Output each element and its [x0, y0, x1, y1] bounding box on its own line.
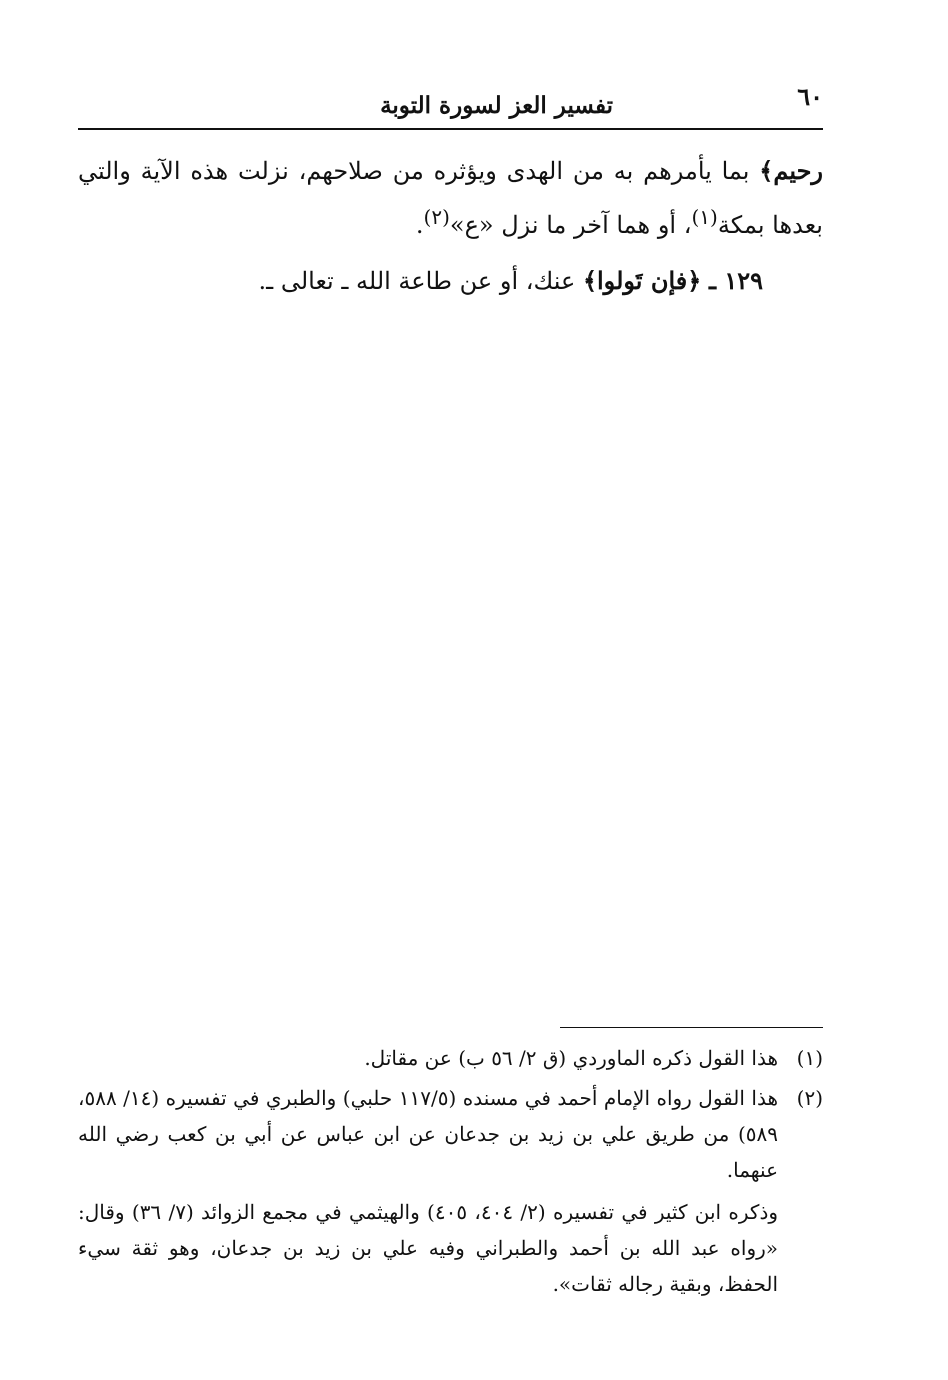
footnote-text: هذا القول رواه الإمام أحمد في مسنده (١١٧/٥ حلبي) والطبري في تفسيره (١٤/ ٥٨٨، ٥٨٩) من طريق علي بن زيد بن جدعان عن ابن عباس عن أبي بن كعب رضي الله عنهما.: [78, 1086, 778, 1182]
footnotes: [78, 1040, 823, 1302]
quran-word: رحيم﴾: [759, 156, 823, 185]
footnote-ref-2: (٢): [423, 205, 450, 229]
footnote-number: (١): [796, 1046, 823, 1070]
verse-commentary: عنك، أو عن طاعة الله ـ تعالى ـ.: [258, 267, 583, 295]
paragraph-1-end: .: [415, 211, 424, 239]
body-text: [78, 148, 823, 304]
footnote-1: [78, 1040, 823, 1076]
header-rule: [78, 128, 823, 130]
footnote-separator: [560, 1027, 823, 1028]
paragraph-1-text-2: ، أو هما آخر ما نزل «ع»: [449, 211, 692, 239]
paragraph-1-text: بما يأمرهم به من الهدى ويؤثره من صلاحهم، نزلت هذه الآية والتي بعدها بمكة: [78, 157, 823, 239]
footnote-text: هذا القول ذكره الماوردي (ق ٢/ ٥٦ ب) عن مقاتل.: [364, 1046, 778, 1070]
footnote-2: [78, 1080, 823, 1188]
verse-quote: ﴿فإن تَولوا﴾: [582, 266, 702, 295]
page-header: [78, 82, 823, 126]
verse-number: ١٢٩ ـ: [708, 266, 763, 295]
page-number: ٦٠: [797, 82, 823, 111]
verse-paragraph: [78, 258, 823, 304]
footnote-number: (٢): [796, 1086, 823, 1110]
running-title: تفسير العز لسورة التوبة: [380, 92, 613, 119]
footnote-ref-1: (١): [691, 205, 718, 229]
footnote-2-continuation: وذكره ابن كثير في تفسيره (٢/ ٤٠٤، ٤٠٥) والهيثمي في مجمع الزوائد (٧/ ٣٦) وقال: «رواه عبد الله بن أحمد والطبراني وفيه علي بن زيد بن جدعان، وهو ثقة سيء الحفظ، وبقية رجاله ثقات».: [78, 1200, 779, 1296]
paragraph-1: [78, 148, 823, 248]
